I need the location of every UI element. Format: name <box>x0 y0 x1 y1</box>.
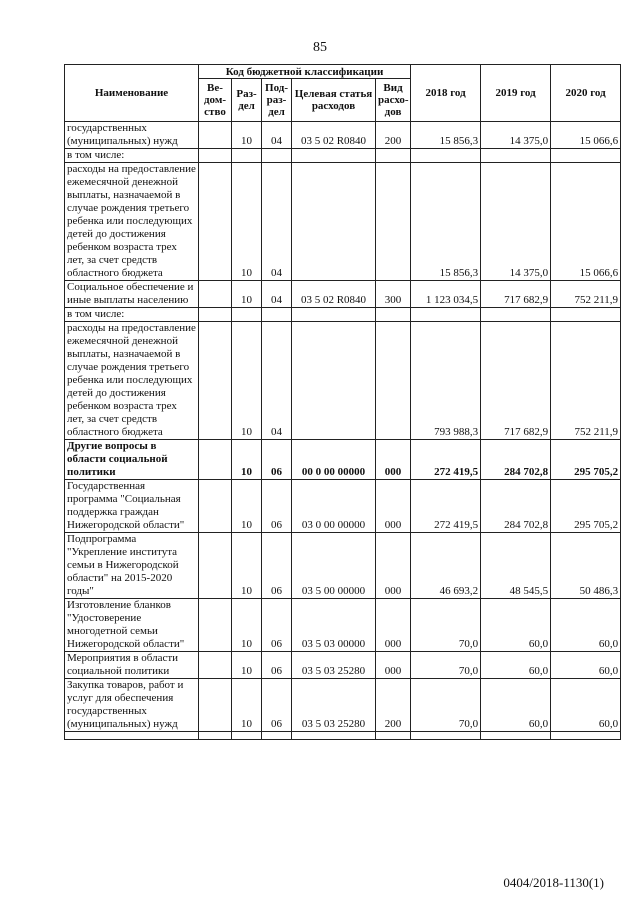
row-2019: 60,0 <box>481 679 551 732</box>
row-2020: 15 066,6 <box>551 163 621 281</box>
table-row <box>65 149 621 163</box>
table-row <box>65 599 621 652</box>
row-vedomstvo <box>199 652 232 679</box>
row-name: Социальное обеспечение и иные выплаты населению <box>65 281 199 308</box>
row-razdel: 10 <box>232 281 262 308</box>
row-target: 03 5 03 00000 <box>292 599 376 652</box>
table-row <box>65 480 621 533</box>
budget-table <box>64 64 621 740</box>
row-2019 <box>481 149 551 163</box>
row-2018 <box>411 308 481 322</box>
row-vid: 000 <box>376 652 411 679</box>
row-podrazdel: 06 <box>262 440 292 480</box>
row-2019 <box>481 308 551 322</box>
col-header-podrazdel: Под-раз-дел <box>262 79 292 122</box>
row-2020: 60,0 <box>551 679 621 732</box>
table-row <box>65 163 621 281</box>
row-name: Государственная программа "Социальная поддержка граждан Нижегородской области" <box>65 480 199 533</box>
col-header-vid: Вид расхо-дов <box>376 79 411 122</box>
row-target: 03 5 00 00000 <box>292 533 376 599</box>
row-target: 03 5 02 R0840 <box>292 281 376 308</box>
table-row <box>65 308 621 322</box>
row-razdel <box>232 308 262 322</box>
row-2020: 752 211,9 <box>551 281 621 308</box>
row-target <box>292 163 376 281</box>
row-name: в том числе: <box>65 149 199 163</box>
row-2018: 272 419,5 <box>411 440 481 480</box>
row-vid: 200 <box>376 679 411 732</box>
row-podrazdel: 04 <box>262 163 292 281</box>
table-row <box>65 652 621 679</box>
row-podrazdel: 06 <box>262 599 292 652</box>
row-vid: 000 <box>376 480 411 533</box>
row-podrazdel: 06 <box>262 652 292 679</box>
row-2019: 284 702,8 <box>481 440 551 480</box>
row-razdel: 10 <box>232 122 262 149</box>
row-target <box>292 732 376 740</box>
row-target: 03 5 03 25280 <box>292 652 376 679</box>
col-header-target: Целевая статья расходов <box>292 79 376 122</box>
row-2019: 48 545,5 <box>481 533 551 599</box>
row-name: государственных (муниципальных) нужд <box>65 122 199 149</box>
row-2020 <box>551 149 621 163</box>
row-2019: 60,0 <box>481 652 551 679</box>
row-2020 <box>551 732 621 740</box>
row-name: Мероприятия в области социальной политики <box>65 652 199 679</box>
row-name: Изготовление бланков "Удостоверение многодетной семьи Нижегородской области" <box>65 599 199 652</box>
row-vedomstvo <box>199 480 232 533</box>
col-header-vedomstvo: Ве-дом-ство <box>199 79 232 122</box>
row-2020: 295 705,2 <box>551 440 621 480</box>
table-body <box>65 122 621 740</box>
row-name: Другие вопросы в области социальной политики <box>65 440 199 480</box>
row-2018: 272 419,5 <box>411 480 481 533</box>
table-row <box>65 281 621 308</box>
row-podrazdel: 04 <box>262 122 292 149</box>
table-row <box>65 122 621 149</box>
col-header-2019: 2019 год <box>481 65 551 122</box>
col-header-razdel: Раз-дел <box>232 79 262 122</box>
row-vid: 000 <box>376 440 411 480</box>
row-razdel: 10 <box>232 163 262 281</box>
row-vid <box>376 322 411 440</box>
row-name: Подпрограмма "Укрепление института семьи в Нижегородской области" на 2015-2020 годы" <box>65 533 199 599</box>
row-podrazdel: 04 <box>262 281 292 308</box>
row-podrazdel <box>262 732 292 740</box>
row-2020: 60,0 <box>551 652 621 679</box>
page-number: 85 <box>313 40 327 55</box>
row-podrazdel: 04 <box>262 322 292 440</box>
row-vedomstvo <box>199 122 232 149</box>
row-vid <box>376 308 411 322</box>
row-vedomstvo <box>199 679 232 732</box>
row-2020 <box>551 308 621 322</box>
row-vedomstvo <box>199 533 232 599</box>
row-2020: 50 486,3 <box>551 533 621 599</box>
col-header-budget-code: Код бюджетной классификации <box>199 65 411 79</box>
row-razdel <box>232 149 262 163</box>
row-target: 03 0 00 00000 <box>292 480 376 533</box>
row-podrazdel: 06 <box>262 679 292 732</box>
table-row <box>65 322 621 440</box>
row-vid: 000 <box>376 533 411 599</box>
row-vid: 000 <box>376 599 411 652</box>
row-vid <box>376 732 411 740</box>
table-row <box>65 732 621 740</box>
row-2018: 15 856,3 <box>411 163 481 281</box>
row-2018 <box>411 732 481 740</box>
row-2018: 70,0 <box>411 652 481 679</box>
row-2019: 717 682,9 <box>481 281 551 308</box>
row-2019: 717 682,9 <box>481 322 551 440</box>
row-vedomstvo <box>199 440 232 480</box>
row-2020: 752 211,9 <box>551 322 621 440</box>
row-vid: 200 <box>376 122 411 149</box>
row-vedomstvo <box>199 732 232 740</box>
table-row <box>65 679 621 732</box>
col-header-name: Наименование <box>65 65 199 122</box>
row-vid: 300 <box>376 281 411 308</box>
row-2019 <box>481 732 551 740</box>
row-target <box>292 322 376 440</box>
row-2018: 70,0 <box>411 679 481 732</box>
row-name: Закупка товаров, работ и услуг для обеспечения государственных (муниципальных) нужд <box>65 679 199 732</box>
row-vedomstvo <box>199 149 232 163</box>
row-vid <box>376 163 411 281</box>
table-row <box>65 440 621 480</box>
col-header-2020: 2020 год <box>551 65 621 122</box>
row-2019: 60,0 <box>481 599 551 652</box>
row-vedomstvo <box>199 163 232 281</box>
row-razdel: 10 <box>232 322 262 440</box>
row-name: в том числе: <box>65 308 199 322</box>
document-code: 0404/2018-1130(1) <box>503 875 604 890</box>
row-2020: 60,0 <box>551 599 621 652</box>
row-vedomstvo <box>199 308 232 322</box>
row-vedomstvo <box>199 322 232 440</box>
row-2018: 46 693,2 <box>411 533 481 599</box>
row-target: 00 0 00 00000 <box>292 440 376 480</box>
row-target: 03 5 02 R0840 <box>292 122 376 149</box>
row-2019: 14 375,0 <box>481 163 551 281</box>
row-razdel: 10 <box>232 652 262 679</box>
row-podrazdel <box>262 149 292 163</box>
row-2018: 1 123 034,5 <box>411 281 481 308</box>
row-2019: 14 375,0 <box>481 122 551 149</box>
row-2020: 15 066,6 <box>551 122 621 149</box>
row-name: расходы на предоставление ежемесячной денежной выплаты, назначаемой в случае рождения третьего ребенка или последующих детей до достижения ребенком возраста трех лет, за счет средств областного бюджета <box>65 163 199 281</box>
table-row <box>65 533 621 599</box>
row-name <box>65 732 199 740</box>
row-podrazdel: 06 <box>262 480 292 533</box>
col-header-2018: 2018 год <box>411 65 481 122</box>
row-vid <box>376 149 411 163</box>
row-2019: 284 702,8 <box>481 480 551 533</box>
row-2018: 793 988,3 <box>411 322 481 440</box>
row-razdel: 10 <box>232 480 262 533</box>
row-vedomstvo <box>199 281 232 308</box>
row-2018 <box>411 149 481 163</box>
row-2020: 295 705,2 <box>551 480 621 533</box>
row-name: расходы на предоставление ежемесячной денежной выплаты, назначаемой в случае рождения третьего ребенка или последующих детей до достижения ребенком возраста трех лет, за счет средств областного бюджета <box>65 322 199 440</box>
row-razdel: 10 <box>232 679 262 732</box>
row-target: 03 5 03 25280 <box>292 679 376 732</box>
row-podrazdel: 06 <box>262 533 292 599</box>
row-razdel: 10 <box>232 533 262 599</box>
row-target <box>292 149 376 163</box>
row-razdel: 10 <box>232 599 262 652</box>
row-target <box>292 308 376 322</box>
row-vedomstvo <box>199 599 232 652</box>
row-2018: 15 856,3 <box>411 122 481 149</box>
row-2018: 70,0 <box>411 599 481 652</box>
row-podrazdel <box>262 308 292 322</box>
row-razdel <box>232 732 262 740</box>
row-razdel: 10 <box>232 440 262 480</box>
